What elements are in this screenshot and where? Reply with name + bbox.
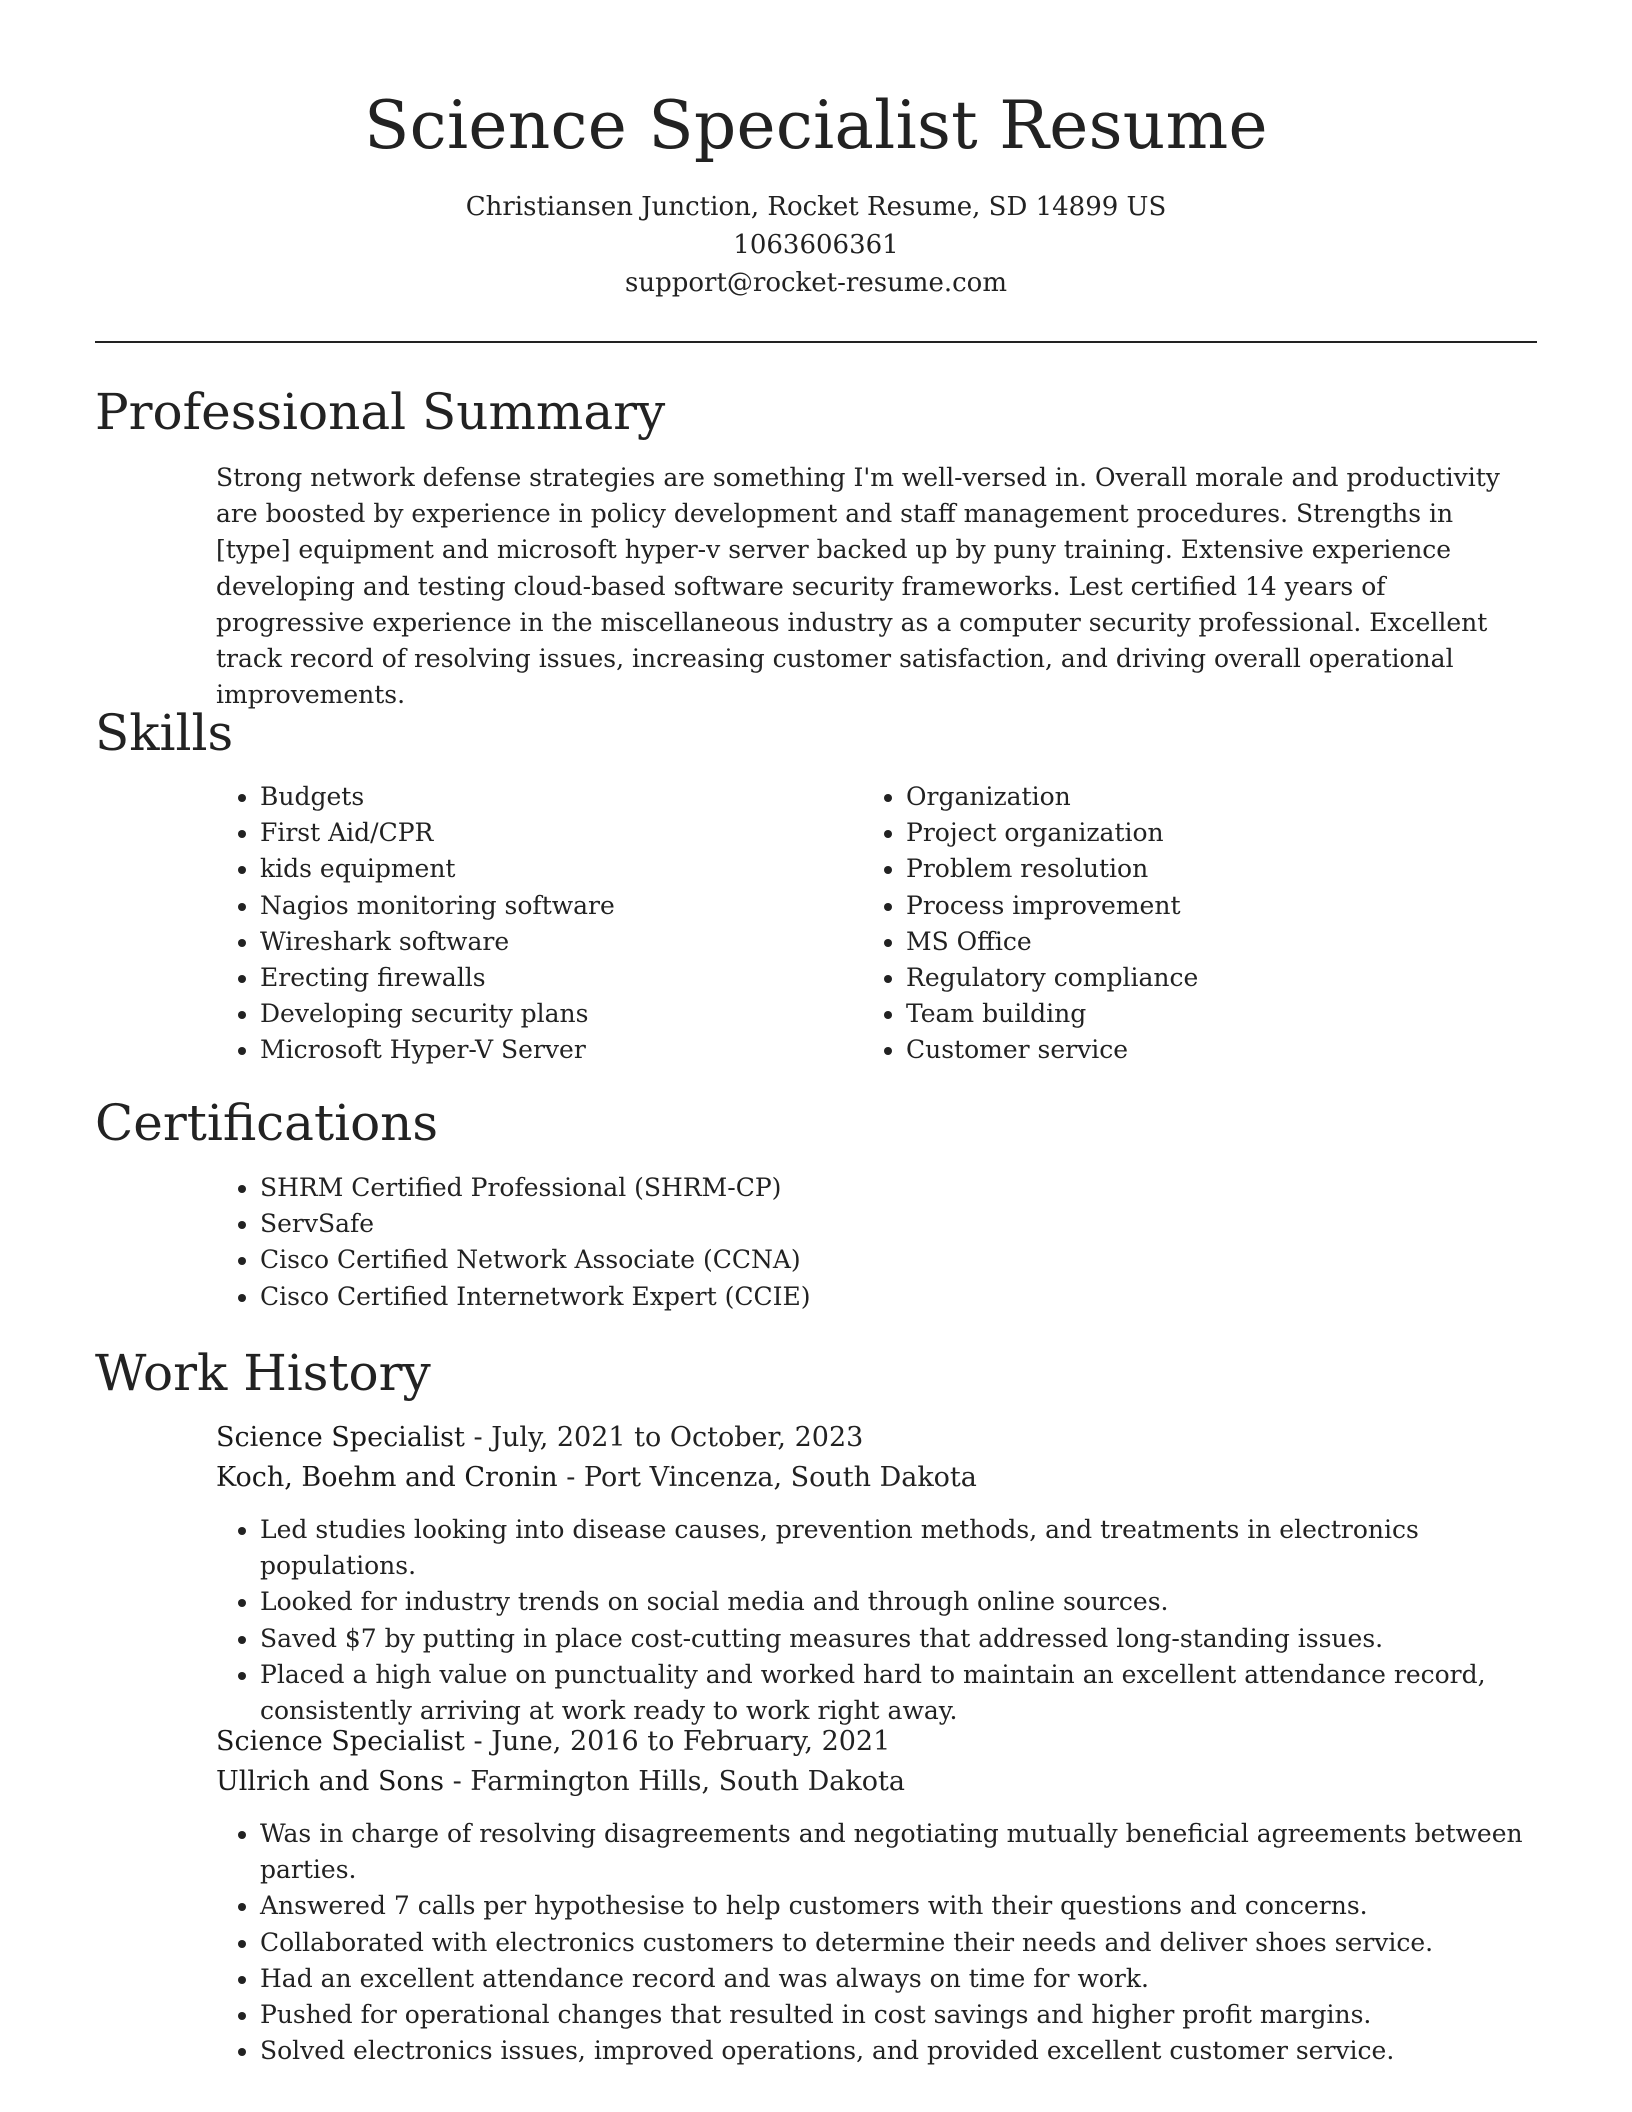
certifications-block	[216, 1170, 1516, 1315]
contact-address: Christiansen Junction, Rocket Resume, SD 14899 US	[465, 192, 1167, 222]
contact-phone: 1063606361	[733, 230, 899, 260]
skills-list-left	[216, 779, 776, 1069]
skill-item: • Erecting firewalls	[260, 960, 776, 996]
job-bullet: • Saved $7 by putting in place cost-cutting measures that addressed long-standing issues.	[260, 1621, 1536, 1657]
job-title-line	[216, 1418, 1536, 1458]
skill-item: • First Aid/CPR	[260, 815, 776, 851]
job-bullet: • Solved electronics issues, improved operations, and provided excellent customer service.	[260, 2033, 1536, 2069]
skill-item: • Budgets	[260, 779, 776, 815]
job-company-line	[216, 1458, 1536, 1498]
certifications-list	[216, 1170, 1516, 1315]
job-bullet: • Answered 7 calls per hypothesise to help customers with their questions and concerns.	[260, 1888, 1536, 1924]
certification-item: • SHRM Certified Professional (SHRM-CP)	[260, 1170, 1516, 1206]
job-company-line	[216, 1762, 1536, 1802]
job-company: Ullrich and Sons	[216, 1766, 445, 1797]
skill-item: • Problem resolution	[906, 851, 1422, 887]
skill-item: • Customer service	[906, 1032, 1422, 1068]
job-location: - Port Vincenza, South Dakota	[557, 1462, 977, 1493]
job-bullet: • Collaborated with electronics customers to determine their needs and deliver shoes service.	[260, 1925, 1536, 1961]
job-bullet: • Was in charge of resolving disagreements and negotiating mutually beneficial agreements between parties.	[260, 1816, 1536, 1888]
skill-item: • Project organization	[906, 815, 1422, 851]
job-entry	[216, 1418, 1536, 1729]
job-bullets	[216, 1512, 1536, 1729]
job-bullet: • Led studies looking into disease causes, prevention methods, and treatments in electronics populations.	[260, 1512, 1536, 1584]
job-dates: - July, 2021 to October, 2023	[464, 1422, 864, 1453]
skill-item: • Organization	[906, 779, 1422, 815]
header-divider	[95, 341, 1537, 343]
skill-item: • Regulatory compliance	[906, 960, 1422, 996]
resume-title: Science Specialist Resume	[364, 87, 1268, 164]
job-role: Science Specialist	[216, 1726, 465, 1757]
skill-item: • Microsoft Hyper-V Server	[260, 1032, 776, 1068]
skills-column-right	[862, 779, 1422, 1069]
certifications-heading: Certifications	[95, 1094, 439, 1152]
skills-list-right	[862, 779, 1422, 1069]
job-bullet: • Had an excellent attendance record and was always on time for work.	[260, 1961, 1536, 1997]
skill-item: • MS Office	[906, 924, 1422, 960]
skill-item: • Wireshark software	[260, 924, 776, 960]
certification-item: • ServSafe	[260, 1206, 1516, 1242]
skill-item: • kids equipment	[260, 851, 776, 887]
job-bullet: • Placed a high value on punctuality and worked hard to maintain an excellent attendance record, consistently arriving at work ready to work right away.	[260, 1657, 1536, 1729]
skill-item: • Nagios monitoring software	[260, 888, 776, 924]
job-dates: - June, 2016 to February, 2021	[464, 1726, 891, 1757]
job-bullets	[216, 1816, 1536, 2069]
skill-item: • Team building	[906, 996, 1422, 1032]
certification-item: • Cisco Certified Network Associate (CCNA)	[260, 1242, 1516, 1278]
skill-item: • Developing security plans	[260, 996, 776, 1032]
work-history-heading: Work History	[95, 1344, 431, 1402]
job-role: Science Specialist	[216, 1422, 465, 1453]
job-title-line	[216, 1722, 1536, 1762]
resume-header	[0, 0, 1632, 302]
skills-column-left	[216, 779, 776, 1069]
skill-item: • Process improvement	[906, 888, 1422, 924]
certification-item: • Cisco Certified Internetwork Expert (CCIE)	[260, 1279, 1516, 1315]
job-bullet: • Looked for industry trends on social media and through online sources.	[260, 1584, 1536, 1620]
skills-heading: Skills	[95, 704, 234, 762]
contact-block	[0, 188, 1632, 302]
job-location: - Farmington Hills, South Dakota	[444, 1766, 905, 1797]
contact-email: support@rocket-resume.com	[624, 268, 1007, 298]
summary-text: Strong network defense strategies are something I'm well-versed in. Overall morale and productivity are boosted by experience in policy development and staff management procedures. Strengths in [type] equipment and microsoft hyper-v server backed up by puny training. Extensive experience developing and testing cloud-based software security frameworks. Lest certified 14 years of progressive experience in the miscellaneous industry as a computer security professional. Excellent track record of resolving issues, increasing customer satisfaction, and driving overall operational improvements.	[216, 463, 1500, 710]
job-bullet: • Pushed for operational changes that resulted in cost savings and higher profit margins.	[260, 1997, 1536, 2033]
job-company: Koch, Boehm and Cronin	[216, 1462, 558, 1493]
summary-heading: Professional Summary	[95, 383, 666, 441]
job-entry	[216, 1722, 1536, 2069]
